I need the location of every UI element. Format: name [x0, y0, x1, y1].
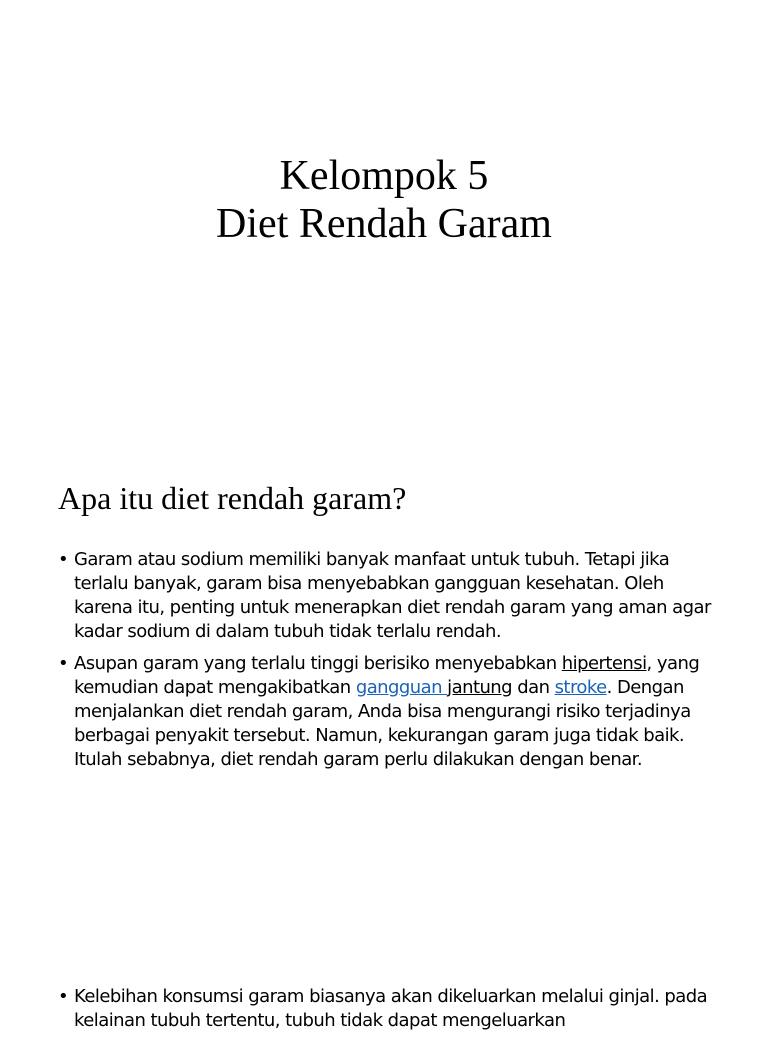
bullet-text-part: . Dengan menjalankan diet rendah garam, Anda bisa mengurangi risiko terjadinya berbagai penyakit tersebut. Namun, kekurangan garam juga tidak baik. Itulah sebabnya, diet rendah garam perlu dilakukan dengan benar.: [74, 677, 691, 770]
bullet-text: Kelebihan konsumsi garam biasanya akan dikeluarkan melalui ginjal. pada kelainan tubuh tertentu, tubuh tidak dapat mengeluarkan: [74, 986, 708, 1031]
bullet-dot-icon: •: [58, 653, 69, 674]
link-gangguan[interactable]: gangguan: [355, 677, 448, 698]
bullet-text-part: dan: [512, 677, 555, 698]
bullet-text-part: Asupan garam yang terlalu tinggi berisiko menyebabkan: [74, 653, 562, 674]
link-hipertensi[interactable]: hipertensi: [561, 653, 647, 674]
title-line-topic: Diet Rendah Garam: [216, 201, 552, 247]
title-line-group: Kelompok 5: [279, 153, 489, 199]
bullet-text: Garam atau sodium memiliki banyak manfaat untuk tubuh. Tetapi jika terlalu banyak, garam bisa menyebabkan gangguan kesehatan. Oleh karena itu, penting untuk menerapkan diet rendah garam yang aman agar kadar sodium di dalam tubuh tidak terlalu rendah.: [74, 549, 711, 642]
bullet-dot-icon: •: [58, 986, 69, 1007]
bullet-item-intake: [58, 652, 718, 772]
bullet-item-excess: [58, 985, 718, 1033]
slide-title: [0, 152, 768, 248]
bullet-list: [58, 548, 718, 780]
content-slide: [0, 430, 768, 1031]
title-slide: [0, 0, 768, 430]
bullet-item-sodium: [58, 548, 718, 644]
link-jantung[interactable]: jantung: [447, 677, 513, 698]
bullet-dot-icon: •: [58, 549, 69, 570]
link-stroke[interactable]: stroke: [554, 677, 607, 698]
bullet-text-part: , yang kemudian dapat mengakibatkan: [74, 653, 700, 698]
bullet-list-continued: [58, 985, 718, 1041]
section-heading: Apa itu diet rendah garam?: [58, 480, 407, 516]
